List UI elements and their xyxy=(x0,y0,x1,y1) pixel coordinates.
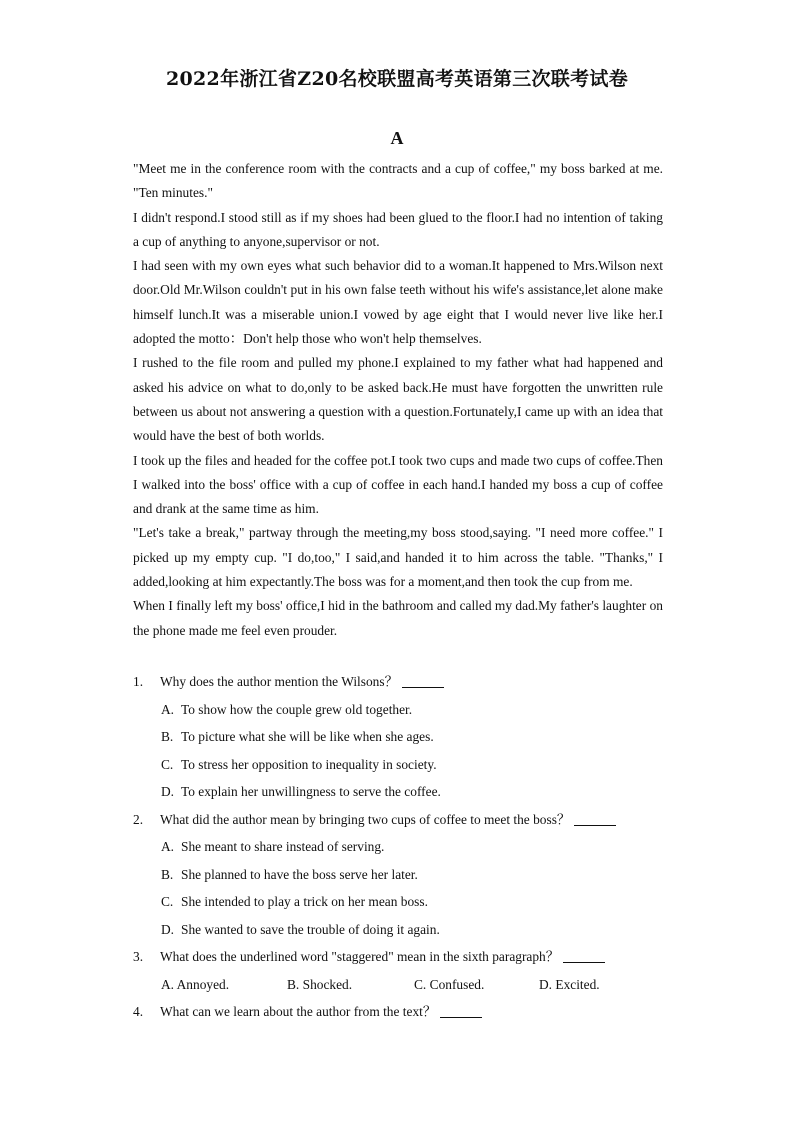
option-b[interactable]: B. To picture what she will be like when she ages. xyxy=(161,729,434,744)
option-row xyxy=(133,971,663,999)
option-b[interactable]: B. Shocked. xyxy=(287,976,353,992)
question-number: 2. xyxy=(133,811,144,827)
answer-blank[interactable] xyxy=(574,811,616,826)
answer-blank[interactable] xyxy=(402,673,444,688)
option-a[interactable]: A. To show how the couple grew old together. xyxy=(161,701,413,717)
passage-paragraph: I didn't respond.I stood still as if my shoes had been glued to the floor.I had no intention of taking a cup of anything to anyone,supervisor or not. xyxy=(133,209,663,249)
option-a[interactable]: A. Annoyed. xyxy=(161,976,230,992)
answer-blank[interactable] xyxy=(563,948,605,963)
option-a[interactable]: A. She meant to share instead of serving. xyxy=(161,839,385,854)
question-stem: What does the underlined word "staggered" mean in the sixth paragraph？ xyxy=(160,949,560,964)
exam-title: 2022年浙江省Z20名校联盟高考英语第三次联考试卷 xyxy=(166,68,628,90)
reading-passage xyxy=(133,157,663,643)
passage-paragraph: When I finally left my boss' office,I hid in the bathroom and called my dad.My father's laughter on the phone made me feel even prouder. xyxy=(133,598,663,638)
passage-paragraph: "Meet me in the conference room with the contracts and a cup of coffee," my boss barked at me. "Ten minutes." xyxy=(133,161,663,201)
question-list xyxy=(133,668,663,1026)
question-2 xyxy=(133,806,663,834)
option-d[interactable]: D. She wanted to save the trouble of doing it again. xyxy=(161,921,440,937)
question-3 xyxy=(133,943,663,971)
question-number: 3. xyxy=(133,949,144,964)
passage-paragraph: "Let's take a break," partway through the meeting,my boss stood,saying. "I need more coffee." I picked up my empty cup. "I do,too," I said,and handed it to him across the table. "Thanks," I added,looking at him expectantly.The boss was for a moment,and then took the cup from me. xyxy=(133,525,663,590)
question-number: 1. xyxy=(133,674,144,689)
passage-paragraph: I had seen with my own eyes what such behavior did to a woman.It happened to Mrs.Wilson next door.Old Mr.Wilson couldn't put in his own false teeth without his wife's assistance,let alone make himself lunch.It was a miserable union.I vowed by age eight that I would never live like her.I adopted the motto：Don't help those who won't help themselves. xyxy=(133,258,663,347)
question-stem: Why does the author mention the Wilsons？ xyxy=(160,674,398,689)
option-b[interactable]: B. She planned to have the boss serve her later. xyxy=(161,866,418,882)
section-heading: A xyxy=(390,128,404,148)
option-c[interactable]: C. To stress her opposition to inequality in society. xyxy=(161,756,437,772)
option-c[interactable]: C. Confused. xyxy=(414,976,485,992)
question-4 xyxy=(133,998,663,1026)
question-number: 4. xyxy=(133,1004,144,1019)
question-1 xyxy=(133,668,663,696)
passage-paragraph: I took up the files and headed for the coffee pot.I took two cups and made two cups of coffee.Then I walked into the boss' office with a cup of coffee in each hand.I handed my boss a cup of coffee and drank at the same time as him. xyxy=(133,452,663,517)
option-d[interactable]: D. To explain her unwillingness to serve the coffee. xyxy=(161,784,441,799)
question-stem: What did the author mean by bringing two cups of coffee to meet the boss？ xyxy=(160,811,571,827)
question-stem: What can we learn about the author from the text？ xyxy=(160,1004,437,1019)
option-d[interactable]: D. Excited. xyxy=(539,976,600,992)
passage-paragraph: I rushed to the file room and pulled my phone.I explained to my father what had happened and asked his advice on what to do,only to be asked back.He must have forgotten the unwritten rule between us about not answering a question with a question.Fortunately,I came up with an idea that would have the best of both worlds. xyxy=(133,355,663,444)
answer-blank[interactable] xyxy=(440,1003,482,1018)
option-c[interactable]: C. She intended to play a trick on her mean boss. xyxy=(161,894,428,909)
